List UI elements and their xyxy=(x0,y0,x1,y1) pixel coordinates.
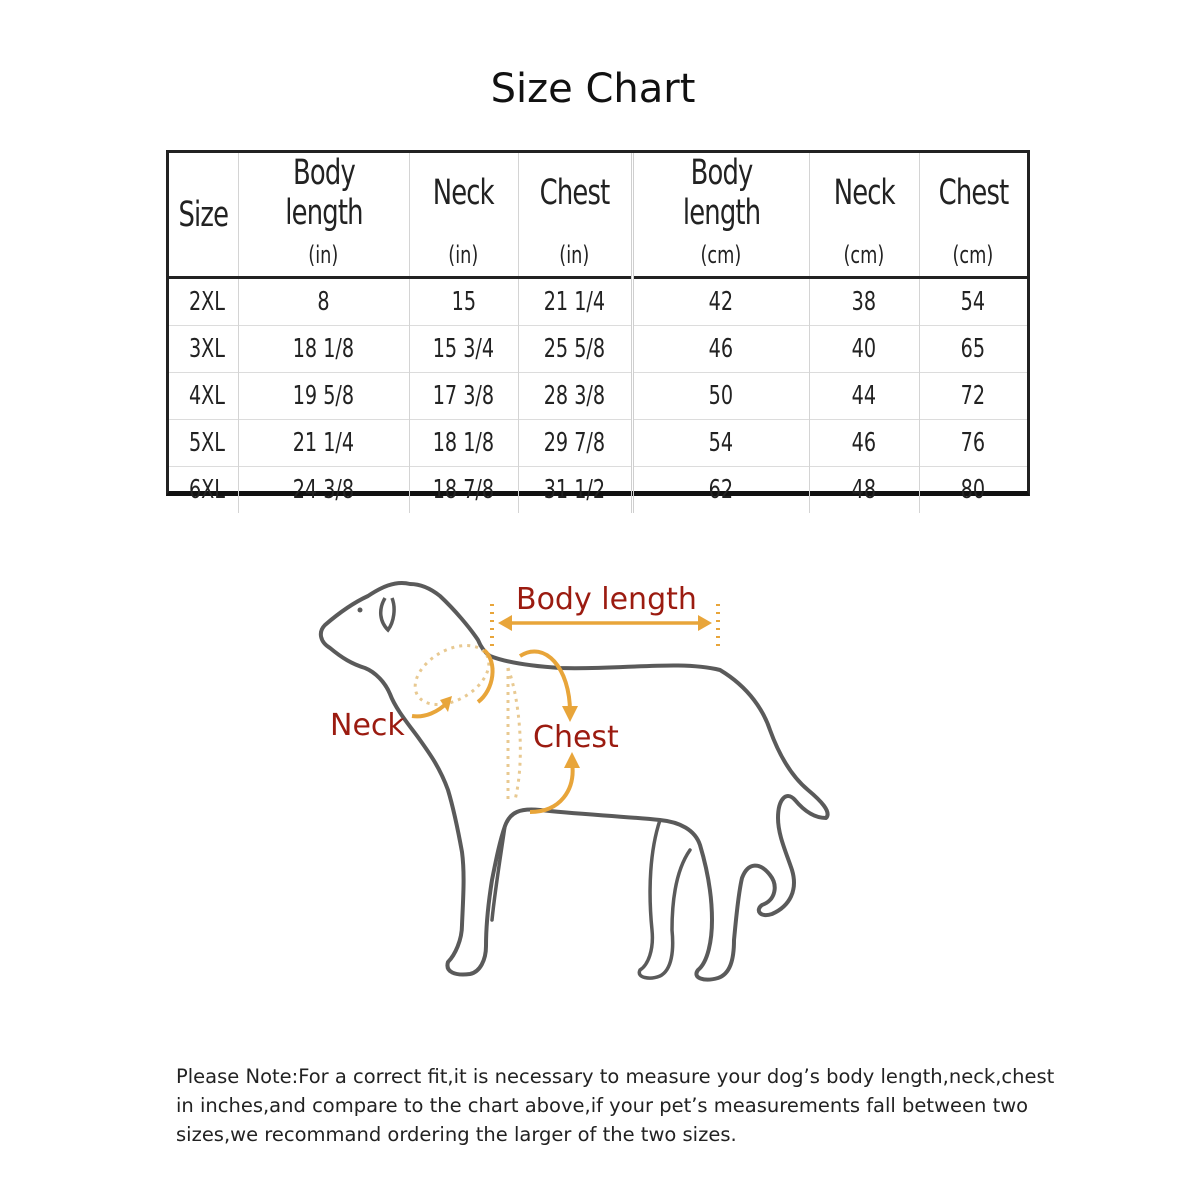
unit-label: (in) xyxy=(238,233,409,278)
table-cell: 19 5/8 xyxy=(238,373,409,420)
page-title: Size Chart xyxy=(490,66,696,112)
table-cell: 21 1/4 xyxy=(238,420,409,467)
size-cell: 4XL xyxy=(169,373,238,420)
column-header-neck-in: Neck xyxy=(409,153,518,233)
table-cell: 31 1/2 xyxy=(518,467,632,514)
table-cell: 17 3/8 xyxy=(409,373,518,420)
body-length-arrowhead-right xyxy=(698,615,712,631)
table-cell: 54 xyxy=(919,278,1027,326)
unit-label: (in) xyxy=(409,233,518,278)
column-header-body-length-in: Body length xyxy=(238,153,409,233)
size-cell: 6XL xyxy=(169,467,238,514)
table-cell: 24 3/8 xyxy=(238,467,409,514)
unit-label: (cm) xyxy=(919,233,1027,278)
body-length-label: Body length xyxy=(516,582,697,617)
note-line: Please Note:For a correct fit,it is necessary to measure your dog’s body length,neck,chest xyxy=(176,1065,1055,1088)
table-cell: 44 xyxy=(809,373,919,420)
note-line: sizes,we recommand ordering the larger of the two sizes. xyxy=(176,1123,737,1146)
table-cell: 18 1/8 xyxy=(409,420,518,467)
size-cell: 3XL xyxy=(169,326,238,373)
unit-label: (cm) xyxy=(809,233,919,278)
table-cell: 46 xyxy=(632,326,809,373)
chest-arrow-top xyxy=(520,651,570,712)
table-cell: 50 xyxy=(632,373,809,420)
table-cell: 25 5/8 xyxy=(518,326,632,373)
table-cell: 8 xyxy=(238,278,409,326)
chest-arrow-bottom xyxy=(530,762,573,812)
table-cell: 62 xyxy=(632,467,809,514)
unit-label: (in) xyxy=(518,233,632,278)
table-cell: 28 3/8 xyxy=(518,373,632,420)
chest-label: Chest xyxy=(533,720,619,755)
table-cell: 48 xyxy=(809,467,919,514)
table-cell: 46 xyxy=(809,420,919,467)
size-cell: 2XL xyxy=(188,287,225,317)
column-header-chest-cm: Chest xyxy=(919,153,1027,233)
column-header-body-length-cm: Body length xyxy=(632,153,809,233)
table-cell: 21 1/4 xyxy=(518,278,632,326)
dog-leg-outline xyxy=(492,820,690,978)
table-cell: 18 7/8 xyxy=(409,467,518,514)
table-cell: 29 7/8 xyxy=(518,420,632,467)
table-cell: 18 1/8 xyxy=(238,326,409,373)
table-cell: 72 xyxy=(919,373,1027,420)
table-cell: 38 xyxy=(809,278,919,326)
table-cell: 65 xyxy=(919,326,1027,373)
column-header-neck-cm: Neck xyxy=(809,153,919,233)
neck-arrow xyxy=(478,650,493,702)
size-note xyxy=(176,1062,1076,1149)
table-cell: 15 3/4 xyxy=(409,326,518,373)
table-cell: 54 xyxy=(632,420,809,467)
table-cell: 76 xyxy=(919,420,1027,467)
table-cell: 15 xyxy=(409,278,518,326)
note-line: in inches,and compare to the chart above,if your pet’s measurements fall between two xyxy=(176,1094,1029,1117)
dog-ear-outline xyxy=(381,598,394,630)
column-header-chest-in: Chest xyxy=(518,153,632,233)
size-cell: 5XL xyxy=(169,420,238,467)
dog-eye xyxy=(358,608,363,613)
size-column-header: Size xyxy=(169,153,238,278)
neck-measure-ring xyxy=(405,633,499,716)
table-cell: 40 xyxy=(809,326,919,373)
neck-label: Neck xyxy=(330,708,405,743)
table-cell: 42 xyxy=(632,278,809,326)
dog-outline xyxy=(321,583,828,980)
body-length-arrowhead-left xyxy=(498,615,512,631)
unit-label: (cm) xyxy=(632,233,809,278)
table-cell: 80 xyxy=(919,467,1027,514)
chest-guide-curve xyxy=(508,668,520,800)
